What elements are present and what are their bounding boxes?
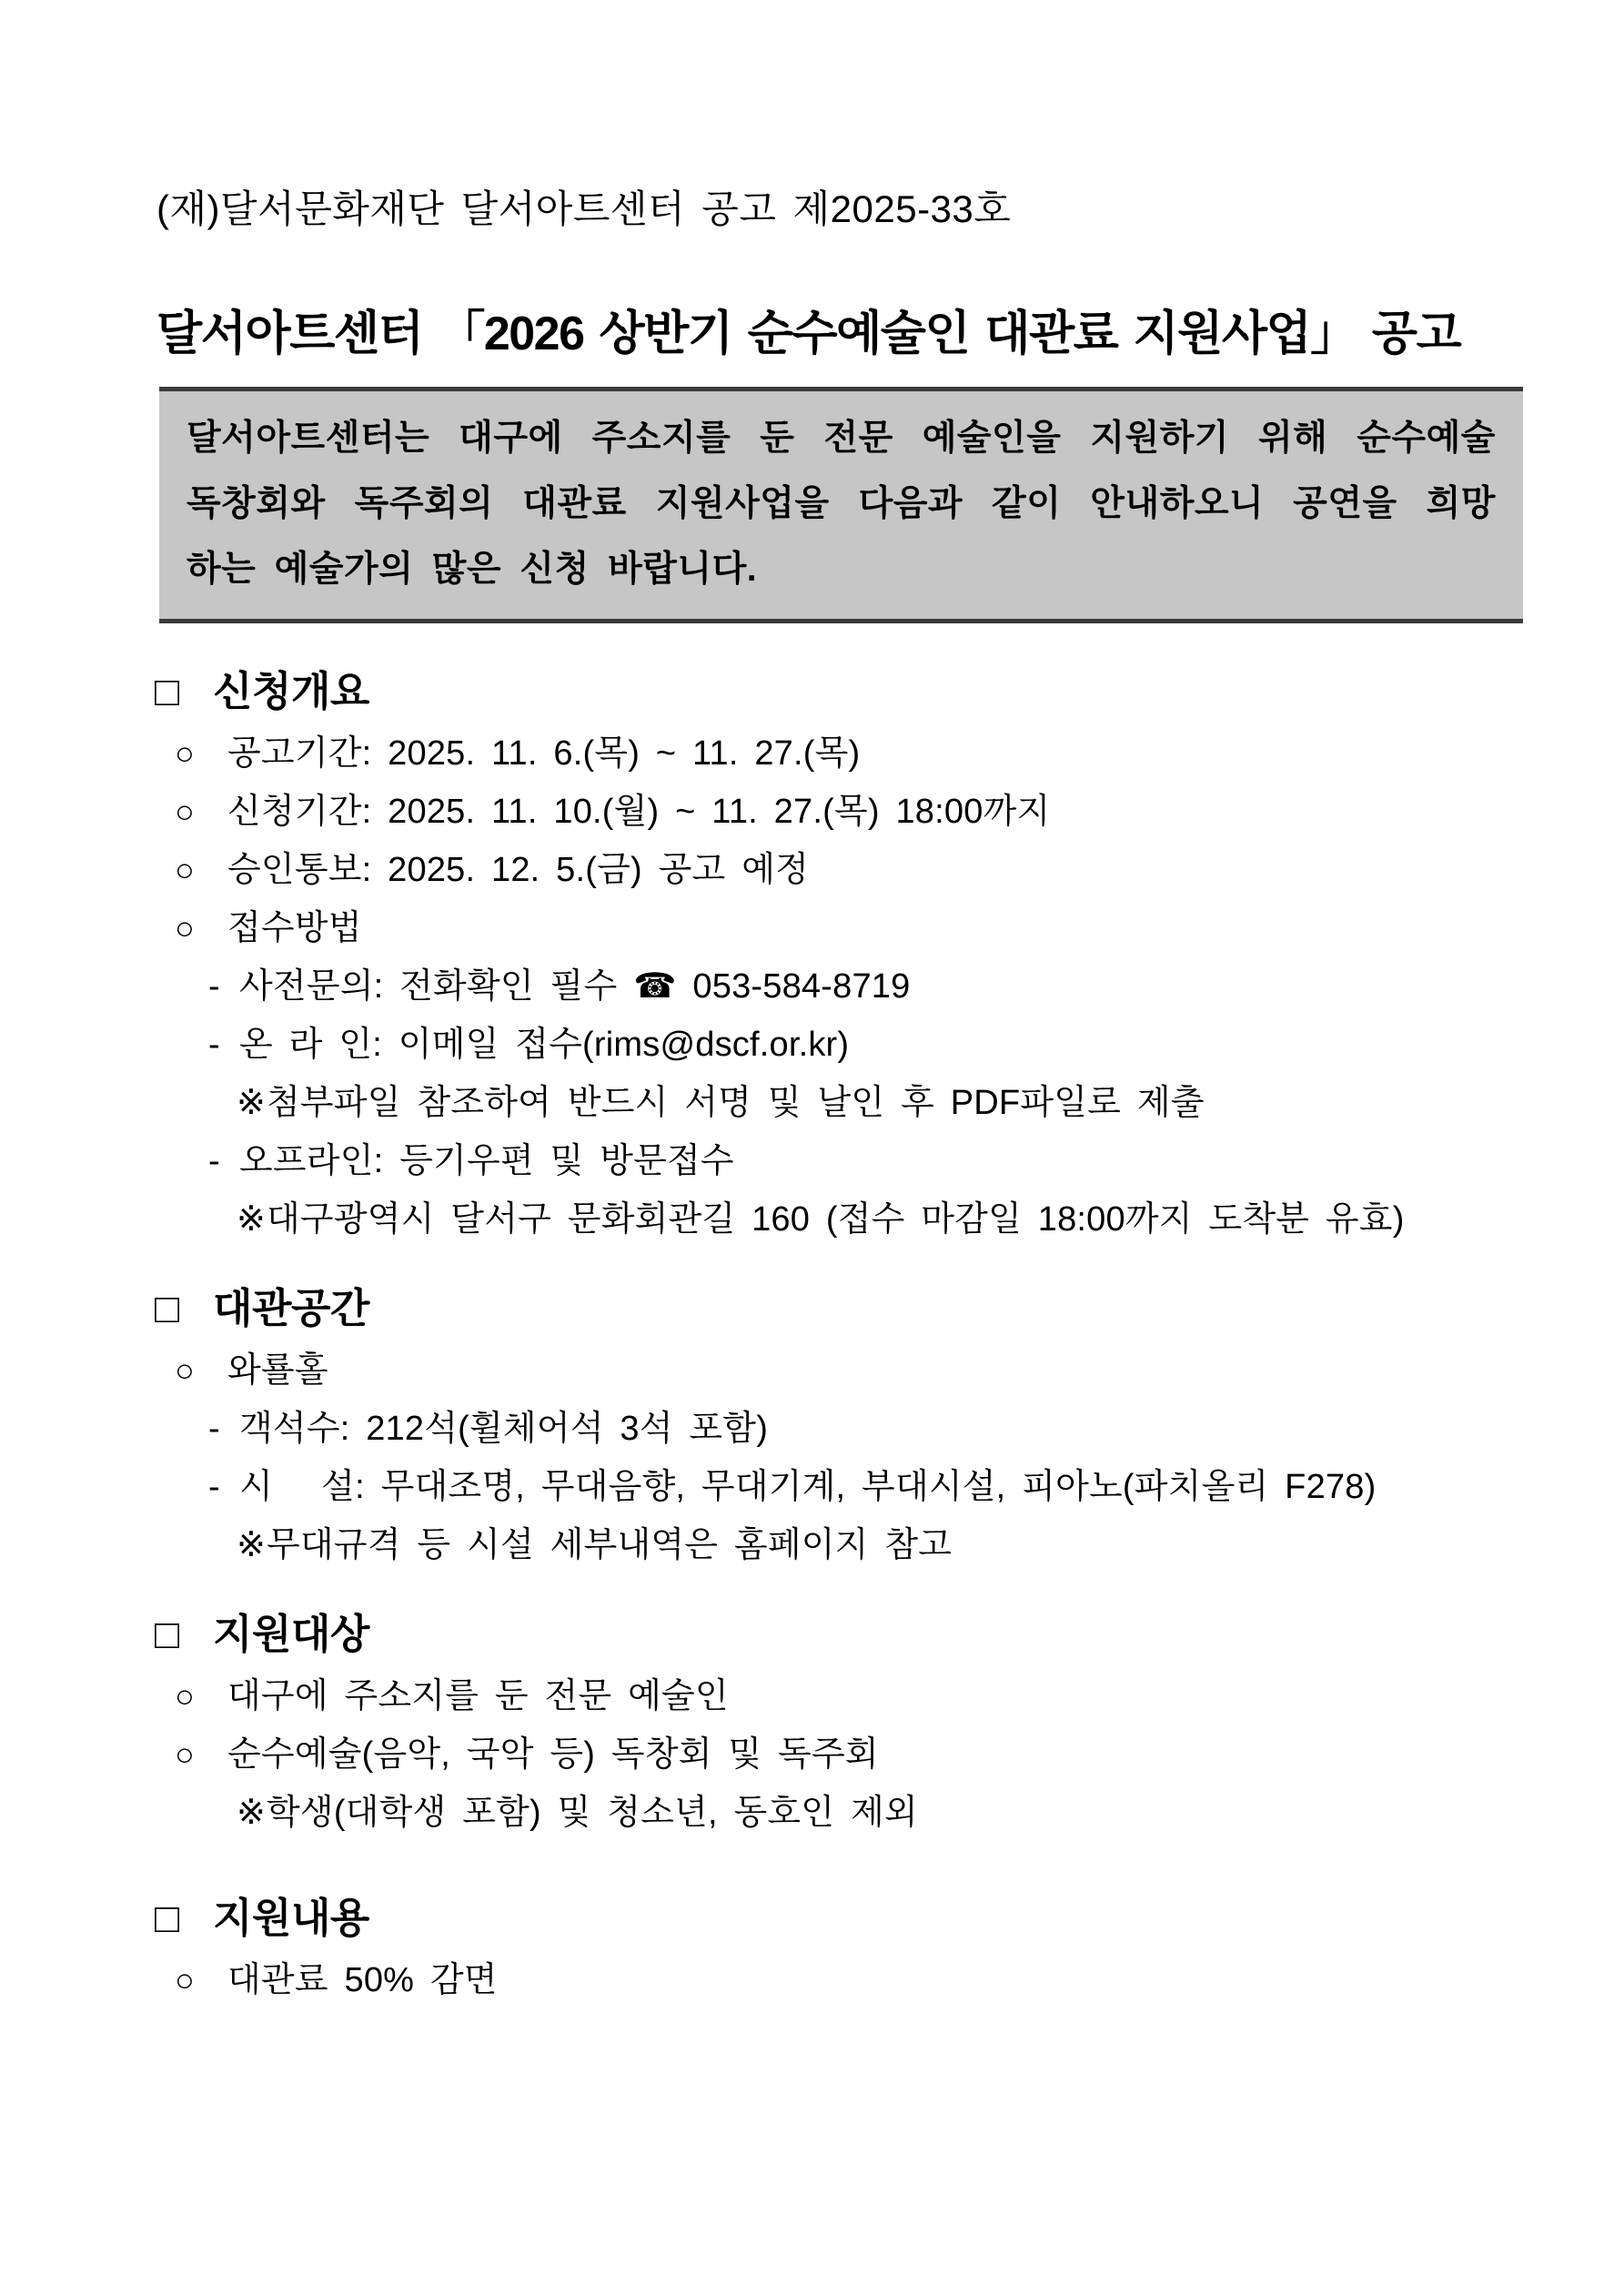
section-support-target bbox=[155, 1610, 1523, 1834]
list-item-text: 무대규격 등 시설 세부내역은 홈페이지 참고 bbox=[267, 1526, 953, 1564]
square-marker: □ bbox=[155, 1285, 179, 1331]
list-item-text: 순수예술(음악, 국악 등) 독창회 및 독주회 bbox=[227, 1735, 879, 1774]
section-heading-text: 대관공간 bbox=[213, 1285, 369, 1331]
section-heading bbox=[155, 667, 1523, 716]
doc-number: (재)달서문화재단 달서아트센터 공고 제2025-33호 bbox=[156, 187, 1012, 230]
circle-marker: ○ bbox=[175, 1735, 195, 1773]
list-item-text: 학생(대학생 포함) 및 청소년, 동호인 제외 bbox=[267, 1794, 918, 1832]
note-marker: ※ bbox=[237, 1794, 267, 1832]
note-marker: ※ bbox=[237, 1084, 267, 1122]
intro-box bbox=[159, 387, 1523, 623]
list-item bbox=[237, 1524, 1523, 1566]
list-item bbox=[175, 791, 1523, 833]
section-heading bbox=[155, 1284, 1523, 1333]
note-marker: ※ bbox=[237, 1526, 267, 1564]
circle-marker: ○ bbox=[175, 909, 195, 946]
dash-marker: - bbox=[208, 1410, 220, 1448]
circle-marker: ○ bbox=[175, 793, 195, 830]
section-heading-text: 신청개요 bbox=[213, 668, 369, 714]
list-item bbox=[175, 1959, 1523, 2001]
list-item-text: 대관료 50% 감면 bbox=[227, 1961, 498, 1999]
list-item bbox=[237, 1792, 1523, 1834]
list-item-text: 온 라 인: 이메일 접수(rims@dscf.or.kr) bbox=[239, 1026, 850, 1064]
list-item-text: 대구에 주소지를 둔 전문 예술인 bbox=[227, 1677, 729, 1715]
list-item bbox=[237, 1082, 1523, 1124]
section-heading-text: 지원내용 bbox=[213, 1895, 369, 1941]
intro-line: 하는 예술가의 많은 신청 바랍니다. bbox=[187, 550, 758, 589]
list-item-text: 신청기간: 2025. 11. 10.(월) ~ 11. 27.(목) 18:00까지 bbox=[227, 793, 1051, 831]
list-item bbox=[208, 1024, 1523, 1066]
note-marker: ※ bbox=[237, 1200, 267, 1239]
list-item-text: 사전문의: 전화확인 필수 ☎ 053-584-8719 bbox=[239, 967, 911, 1006]
page-title: 달서아트센터 「2026 상반기 순수예술인 대관료 지원사업」 공고 bbox=[156, 308, 1461, 360]
list-item bbox=[175, 907, 1523, 949]
square-marker: □ bbox=[155, 668, 179, 714]
section-support-content bbox=[155, 1894, 1523, 2001]
list-item-text: 대구광역시 달서구 문화회관길 160 (접수 마감일 18:00까지 도착분 유효) bbox=[267, 1200, 1405, 1239]
list-item bbox=[175, 1350, 1523, 1391]
section-rental-space bbox=[155, 1284, 1523, 1566]
dash-marker: - bbox=[208, 967, 220, 1006]
list-item-text: 공고기간: 2025. 11. 6.(목) ~ 11. 27.(목) bbox=[227, 734, 861, 773]
section-apply-overview bbox=[155, 667, 1523, 1240]
dash-marker: - bbox=[208, 1142, 220, 1180]
square-marker: □ bbox=[155, 1611, 179, 1657]
circle-marker: ○ bbox=[175, 1677, 195, 1714]
list-item bbox=[237, 1199, 1523, 1240]
list-item bbox=[175, 849, 1523, 891]
section-heading bbox=[155, 1894, 1523, 1943]
list-item-text: 승인통보: 2025. 12. 5.(금) 공고 예정 bbox=[227, 851, 810, 889]
intro-line: 달서아트센터는 대구에 주소지를 둔 전문 예술인을 지원하기 위해 순수예술 bbox=[187, 419, 1496, 458]
dash-marker: - bbox=[208, 1468, 220, 1506]
circle-marker: ○ bbox=[175, 851, 195, 888]
list-item-text: 시 설: 무대조명, 무대음향, 무대기계, 부대시설, 피아노(파치올리 F278) bbox=[239, 1468, 1377, 1506]
list-item bbox=[208, 966, 1523, 1007]
circle-marker: ○ bbox=[175, 1961, 195, 1998]
list-item bbox=[208, 1140, 1523, 1182]
section-heading bbox=[155, 1610, 1523, 1659]
section-heading-text: 지원대상 bbox=[213, 1611, 369, 1657]
list-item bbox=[208, 1408, 1523, 1450]
square-marker: □ bbox=[155, 1895, 179, 1941]
list-item bbox=[175, 1734, 1523, 1775]
list-item-text: 첨부파일 참조하여 반드시 서명 및 날인 후 PDF파일로 제출 bbox=[267, 1084, 1205, 1122]
circle-marker: ○ bbox=[175, 1351, 195, 1389]
list-item bbox=[208, 1466, 1523, 1508]
list-item-text: 오프라인: 등기우편 및 방문접수 bbox=[239, 1142, 734, 1180]
list-item bbox=[175, 733, 1523, 774]
list-item-text: 접수방법 bbox=[227, 909, 362, 947]
list-item-text: 와룔홀 bbox=[227, 1351, 328, 1390]
list-item-text: 객석수: 212석(휠체어석 3석 포함) bbox=[239, 1410, 769, 1448]
intro-line: 독창회와 독주회의 대관료 지원사업을 다음과 같이 안내하오니 공연을 희망 bbox=[187, 484, 1496, 523]
circle-marker: ○ bbox=[175, 734, 195, 772]
dash-marker: - bbox=[208, 1026, 220, 1064]
list-item bbox=[175, 1675, 1523, 1717]
